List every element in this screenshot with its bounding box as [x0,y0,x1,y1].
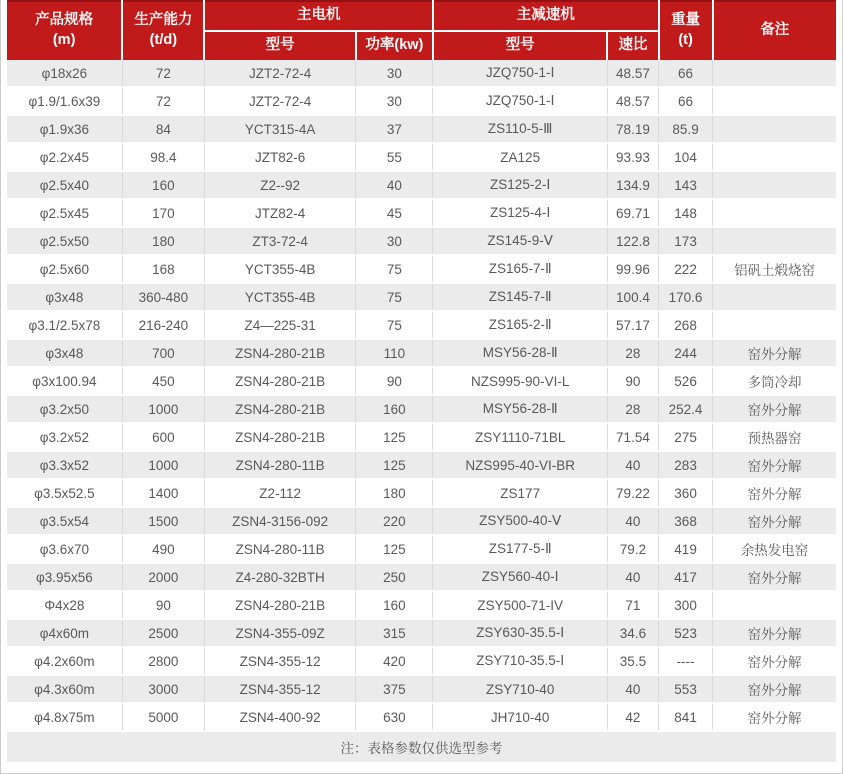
table-cell: φ3x100.94 [7,367,122,395]
table-cell: 125 [356,535,433,563]
table-cell: 79.2 [607,535,658,563]
table-cell: ZS110-5-Ⅲ [433,115,607,143]
table-row [7,479,836,507]
table-cell: 48.57 [607,60,658,87]
table-cell: φ2.5x50 [7,227,122,255]
header-motor-model: 型号 [204,31,355,60]
header-capacity [122,1,204,60]
table-cell: 28 [607,339,658,367]
table-cell: 84 [122,115,204,143]
table-cell: 300 [659,591,713,619]
table-cell: 34.6 [607,619,658,647]
table-cell: 1000 [122,395,204,423]
table-cell: ZSN4-400-92 [204,703,355,731]
table-cell: 1400 [122,479,204,507]
table-cell: φ3.2x50 [7,395,122,423]
table-cell: ZS177-5-Ⅱ [433,535,607,563]
table-cell: 125 [356,451,433,479]
table-cell: ZSN4-355-12 [204,675,355,703]
table-cell [713,591,836,619]
table-cell: φ3.6x70 [7,535,122,563]
table-cell: 160 [356,395,433,423]
table-cell: ZSN4-280-21B [204,423,355,451]
table-cell: ZSN4-280-21B [204,591,355,619]
table-cell: 90 [356,367,433,395]
table-cell: 窑外分解 [713,507,836,535]
table-cell: 222 [659,255,713,283]
table-cell: 35.5 [607,647,658,675]
table-cell: ZS125-2-Ⅰ [433,171,607,199]
table-cell: ZSN4-355-12 [204,647,355,675]
table-cell: 700 [122,339,204,367]
table-cell: 30 [356,60,433,87]
table-cell: ZSN4-280-21B [204,367,355,395]
table-cell: 104 [659,143,713,171]
table-cell: 526 [659,367,713,395]
table-cell [713,283,836,311]
table-cell: 窑外分解 [713,451,836,479]
table-row [7,507,836,535]
table-row [7,171,836,199]
table-cell: MSY56-28-Ⅱ [433,395,607,423]
table-cell: ZSN4-3156-092 [204,507,355,535]
table-cell: 420 [356,647,433,675]
table-cell [713,87,836,115]
table-cell: ZS125-4-Ⅰ [433,199,607,227]
table-cell: φ3.3x52 [7,451,122,479]
table-cell: 252.4 [659,395,713,423]
table-cell: 71.54 [607,423,658,451]
table-cell: ZSY1110-71BL [433,423,607,451]
table-row [7,451,836,479]
table-cell: 余热发电窑 [713,535,836,563]
table-cell: 148 [659,199,713,227]
table-cell: ZSY560-40-Ⅰ [433,563,607,591]
table-body [7,60,836,731]
table-row [7,675,836,703]
table-row [7,535,836,563]
table-cell: 2800 [122,647,204,675]
table-cell: JZT82-6 [204,143,355,171]
table-cell: φ3x48 [7,339,122,367]
table-cell: 216-240 [122,311,204,339]
table-cell: 3000 [122,675,204,703]
header-motor-power: 功率(kw) [356,31,433,60]
table-cell: 45 [356,199,433,227]
table-cell: ZSN4-355-09Z [204,619,355,647]
table-cell: φ1.9/1.6x39 [7,87,122,115]
table-cell: 57.17 [607,311,658,339]
table-cell: 窑外分解 [713,675,836,703]
table-cell: ZSN4-280-21B [204,395,355,423]
table-cell: 75 [356,311,433,339]
table-cell: ZSY500-71-IV [433,591,607,619]
table-cell: φ3.5x52.5 [7,479,122,507]
header-main-motor-group: 主电机 [204,1,433,31]
table-cell: φ2.5x40 [7,171,122,199]
table-cell: 窑外分解 [713,395,836,423]
table-cell: JZT2-72-4 [204,60,355,87]
table-cell: 170 [122,199,204,227]
table-cell: 553 [659,675,713,703]
table-cell: NZS995-40-VI-BR [433,451,607,479]
table-cell: YCT355-4B [204,283,355,311]
table-cell: φ3.5x54 [7,507,122,535]
table-cell: NZS995-90-VI-L [433,367,607,395]
table-row [7,423,836,451]
table-cell: 66 [659,60,713,87]
table-cell: 55 [356,143,433,171]
table-cell: 多筒冷却 [713,367,836,395]
table-cell: Z4-280-32BTH [204,563,355,591]
table-cell: φ4.3x60m [7,675,122,703]
table-cell: 275 [659,423,713,451]
table-cell: 窑外分解 [713,479,836,507]
table-row [7,227,836,255]
table-cell: 窑外分解 [713,563,836,591]
header-weight-line2: (t) [678,32,693,48]
table-cell: 40 [607,507,658,535]
table-cell: 72 [122,60,204,87]
table-cell: 490 [122,535,204,563]
table-row [7,395,836,423]
table-cell: 375 [356,675,433,703]
table-cell: 417 [659,563,713,591]
table-cell: 134.9 [607,171,658,199]
table-cell: JZT2-72-4 [204,87,355,115]
table-row [7,283,836,311]
table-row [7,563,836,591]
table-row [7,255,836,283]
table-cell: 160 [356,591,433,619]
table-cell [713,227,836,255]
table-cell: 110 [356,339,433,367]
table-cell: 75 [356,255,433,283]
table-cell: ZSY630-35.5-Ⅰ [433,619,607,647]
table-cell: φ2.5x45 [7,199,122,227]
table-cell [713,199,836,227]
table-header [7,1,836,60]
table-cell: 71 [607,591,658,619]
table-cell: Z2--92 [204,171,355,199]
table-cell: 360-480 [122,283,204,311]
table-cell: φ3.95x56 [7,563,122,591]
table-cell: 170.6 [659,283,713,311]
header-weight [659,1,713,60]
table-cell: 98.4 [122,143,204,171]
table-cell: 窑外分解 [713,619,836,647]
table-cell: 预热器窑 [713,423,836,451]
header-product-spec-line1: 产品规格 [35,12,94,29]
table-cell: 窑外分解 [713,339,836,367]
table-cell: 268 [659,311,713,339]
table-cell: φ2.2x45 [7,143,122,171]
header-remarks: 备注 [713,1,836,60]
table-row [7,311,836,339]
table-cell: 283 [659,451,713,479]
table-cell: 630 [356,703,433,731]
table-cell: 40 [607,563,658,591]
table-cell: 2500 [122,619,204,647]
table-cell: 315 [356,619,433,647]
table-cell: 40 [607,451,658,479]
table-cell: 250 [356,563,433,591]
table-cell: ZS165-2-Ⅱ [433,311,607,339]
table-cell: JH710-40 [433,703,607,731]
table-cell: φ3.1/2.5x78 [7,311,122,339]
table-cell: 368 [659,507,713,535]
table-cell: ZSN4-280-21B [204,339,355,367]
table-cell: φ3x48 [7,283,122,311]
table-cell: 30 [356,227,433,255]
table-cell: ZSY500-40-Ⅴ [433,507,607,535]
table-cell: ---- [659,647,713,675]
table-cell: 40 [607,675,658,703]
table-cell: 2000 [122,563,204,591]
table-cell: YCT355-4B [204,255,355,283]
table-cell: φ4x60m [7,619,122,647]
table-cell: 99.96 [607,255,658,283]
table-cell: 125 [356,423,433,451]
table-cell: 75 [356,283,433,311]
table-row [7,339,836,367]
table-cell [713,60,836,87]
table-cell: 143 [659,171,713,199]
table-row [7,591,836,619]
table-cell: 160 [122,171,204,199]
table-row [7,367,836,395]
table-cell: 42 [607,703,658,731]
table-cell: 5000 [122,703,204,731]
table-cell: φ4.8x75m [7,703,122,731]
table-cell: 244 [659,339,713,367]
table-row [7,619,836,647]
table-cell: ZS145-9-Ⅴ [433,227,607,255]
table-cell: YCT315-4A [204,115,355,143]
table-cell: ZT3-72-4 [204,227,355,255]
table-cell [713,115,836,143]
table-cell: 窑外分解 [713,703,836,731]
table-row [7,143,836,171]
table-cell [713,143,836,171]
table-row [7,647,836,675]
table-cell: φ2.5x60 [7,255,122,283]
header-main-reducer-group: 主减速机 [433,1,659,31]
table-cell: 180 [356,479,433,507]
table-row [7,115,836,143]
table-cell: 841 [659,703,713,731]
table-cell: JZQ750-1-Ⅰ [433,87,607,115]
table-cell: 72 [122,87,204,115]
table-cell: 122.8 [607,227,658,255]
table-cell: 600 [122,423,204,451]
table-cell: ZSY710-40 [433,675,607,703]
table-cell: Z4—225-31 [204,311,355,339]
table-cell: 168 [122,255,204,283]
table-cell: 79.22 [607,479,658,507]
table-cell: 40 [356,171,433,199]
table-cell: 78.19 [607,115,658,143]
table-cell: Z2-112 [204,479,355,507]
table-cell: 窑外分解 [713,647,836,675]
table-cell: 66 [659,87,713,115]
table-cell: 28 [607,395,658,423]
table-cell: 450 [122,367,204,395]
table-cell [713,311,836,339]
table-cell: φ1.9x36 [7,115,122,143]
table-cell: 180 [122,227,204,255]
table-cell: 85.9 [659,115,713,143]
table-cell: 419 [659,535,713,563]
header-reducer-model: 型号 [433,31,607,60]
table-cell: 69.71 [607,199,658,227]
table-cell: 30 [356,87,433,115]
table-cell: ZSY710-35.5-Ⅰ [433,647,607,675]
table-cell: φ18x26 [7,60,122,87]
header-row-groups [7,1,836,31]
table-cell: 48.57 [607,87,658,115]
table-cell: MSY56-28-Ⅱ [433,339,607,367]
table-cell: 220 [356,507,433,535]
table-cell: JZQ750-1-Ⅰ [433,60,607,87]
table-cell: 173 [659,227,713,255]
table-cell: 90 [607,367,658,395]
table-cell: 1500 [122,507,204,535]
header-reducer-ratio: 速比 [607,31,658,60]
table-row [7,199,836,227]
table-row [7,703,836,731]
table-cell: 360 [659,479,713,507]
table-cell: ZA125 [433,143,607,171]
table-row [7,60,836,87]
product-spec-table [7,0,836,762]
table-cell: ZS165-7-Ⅱ [433,255,607,283]
table-cell: ZSN4-280-11B [204,451,355,479]
table-cell: φ3.2x52 [7,423,122,451]
table-cell: 铝矾土煅烧窑 [713,255,836,283]
header-capacity-line2: (t/d) [149,32,178,48]
header-capacity-line1: 生产能力 [134,12,193,29]
table-cell: ZSN4-280-11B [204,535,355,563]
table-cell: JTZ82-4 [204,199,355,227]
footnote-row [7,731,836,762]
footnote-text: 注：表格参数仅供选型参考 [7,731,836,762]
table-cell: 100.4 [607,283,658,311]
table-cell: 1000 [122,451,204,479]
table-cell: φ4.2x60m [7,647,122,675]
table-cell: ZS145-7-Ⅱ [433,283,607,311]
table-cell: ZS177 [433,479,607,507]
table-cell: Φ4x28 [7,591,122,619]
table-cell: 93.93 [607,143,658,171]
table-row [7,87,836,115]
header-product-spec-line2: (m) [52,32,76,48]
header-product-spec [7,1,122,60]
table-cell [713,171,836,199]
table-cell: 90 [122,591,204,619]
header-weight-line1: 重量 [671,12,701,29]
table-footer [7,731,836,762]
table-cell: 37 [356,115,433,143]
table-cell: 523 [659,619,713,647]
